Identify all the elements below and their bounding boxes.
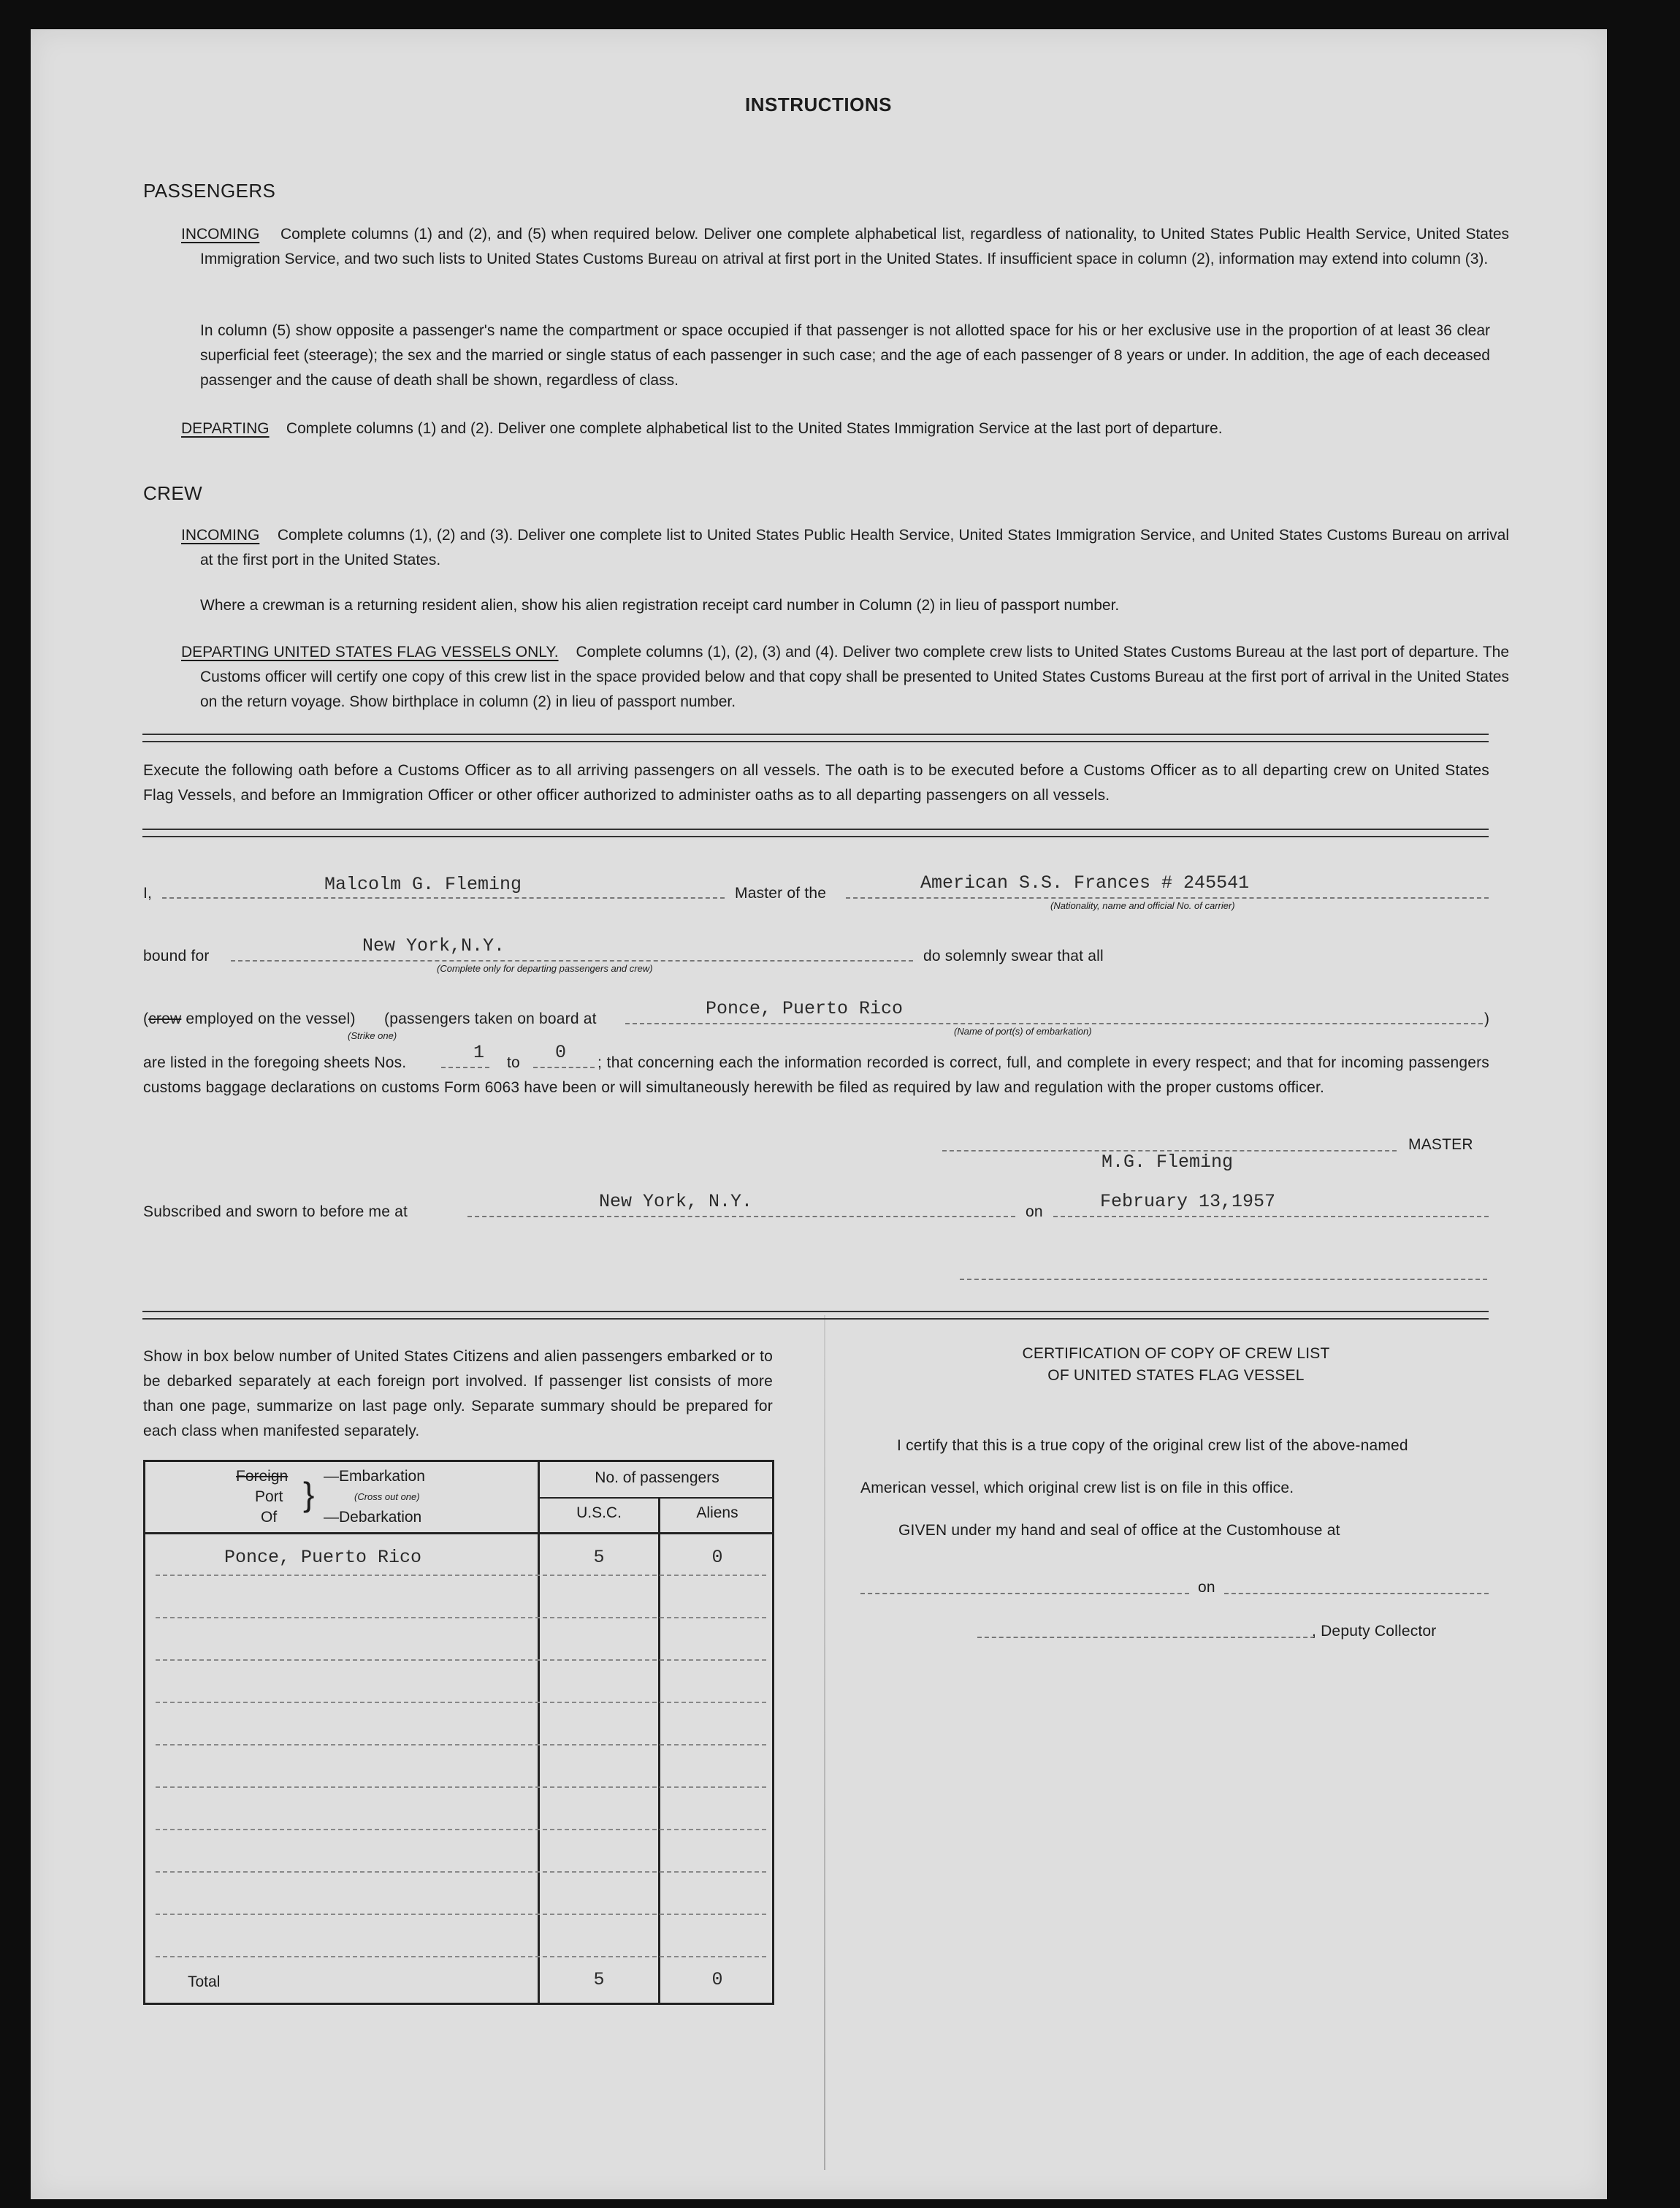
vessel-line: [846, 897, 1489, 899]
header-embarkation: —Embarkation: [324, 1468, 425, 1485]
passengers-taken-label: (passengers taken on board at: [384, 1010, 597, 1027]
subscribed-label: Subscribed and sworn to before me at: [143, 1203, 408, 1220]
crew-option-text: employed on the vessel: [186, 1010, 351, 1027]
divider-rule: [142, 829, 1489, 837]
embark-port-value: Ponce, Puerto Rico: [706, 998, 904, 1019]
instructions-title: INSTRUCTIONS: [745, 94, 892, 115]
master-name-line: [162, 897, 725, 899]
sworn-date-line: [1053, 1216, 1489, 1217]
crew-passenger-choice: (crew employed on the vessel): [143, 1010, 356, 1027]
sworn-place-value: New York, N.Y.: [599, 1191, 753, 1212]
row-line: [156, 1617, 766, 1618]
bound-for-value: New York,N.Y.: [362, 935, 505, 956]
passengers-departing-label: DEPARTING: [181, 420, 270, 437]
master-name-value: Malcolm G. Fleming: [324, 874, 522, 895]
passengers-column5-text: In column (5) show opposite a passenger's name the compartment or space occupied if that passenger is not allotted space for his or her exclusive use in the proportion of at least 36 clear superficial feet (steerage); the sex and the married or single status of each passenger in such case; and the age of each passenger of 8 years or under. In addition, the age of each deceased passenger and the cause of death shall be shown, regardless of class.: [200, 322, 1490, 389]
column-divider: [538, 1462, 540, 2003]
header-divider: [538, 1497, 774, 1499]
passengers-heading: PASSENGERS: [143, 180, 276, 202]
crew-incoming-text: Complete columns (1), (2) and (3). Deliver one complete list to United States Public Health Service, United States Immigration Service, and United States Customs Bureau on arrival at the first port in the United States.: [200, 527, 1509, 568]
header-of: Of: [261, 1509, 278, 1526]
bound-for-caption: (Complete only for departing passengers and crew): [437, 963, 653, 974]
passengers-incoming-label: INCOMING: [181, 226, 260, 243]
crew-heading: CREW: [143, 482, 203, 504]
sheet-to-value: 0: [555, 1042, 567, 1063]
embark-port-line: [625, 1023, 1483, 1024]
header-no-passengers: No. of passengers: [595, 1469, 719, 1486]
row-aliens: 0: [711, 1547, 723, 1568]
passengers-departing: [181, 416, 1490, 441]
vessel-value: American S.S. Frances # 245541: [920, 872, 1250, 894]
column-divider: [658, 1497, 660, 2003]
header-foreign: [236, 1468, 288, 1485]
header-debarkation: —Debarkation: [324, 1509, 422, 1526]
row-port: Ponce, Puerto Rico: [224, 1547, 422, 1568]
row-line: [156, 1914, 766, 1915]
strike-caption: (Strike one): [348, 1030, 397, 1041]
certification-title-line2: OF UNITED STATES FLAG VESSEL: [1047, 1367, 1305, 1384]
row-line: [156, 1744, 766, 1746]
to-label: to: [507, 1054, 520, 1071]
customhouse-line: [860, 1593, 1189, 1594]
passenger-summary-table: [143, 1460, 774, 2005]
total-aliens: 0: [711, 1969, 723, 1990]
sworn-on-label: on: [1026, 1203, 1043, 1220]
row-line: [156, 1659, 766, 1661]
row-line: [156, 1575, 766, 1576]
certification-line1: I certify that this is a true copy of the original crew list of the above-named: [897, 1437, 1408, 1454]
crew-departing: [181, 640, 1509, 715]
deputy-signature-line: [977, 1637, 1315, 1638]
sworn-place-line: [467, 1216, 1015, 1217]
row-line: [156, 1786, 766, 1788]
crew-option-struck: crew: [148, 1010, 182, 1027]
paper-fold: [824, 1315, 825, 2170]
header-usc: U.S.C.: [576, 1504, 622, 1521]
certification-title-line1: CERTIFICATION OF COPY OF CREW LIST: [1022, 1345, 1330, 1362]
vessel-caption: (Nationality, name and official No. of carrier): [1050, 900, 1235, 911]
master-of-label: Master of the: [735, 885, 827, 902]
divider-rule: [142, 1311, 1489, 1320]
sworn-date-value: February 13,1957: [1100, 1191, 1276, 1212]
certification-line3: GIVEN under my hand and seal of office at the Customhouse at: [898, 1522, 1340, 1539]
crew-departing-text: Complete columns (1), (2), (3) and (4). Deliver two complete crew lists to United States Customs Bureau at the last port of departure. The Customs officer will certify one copy of this crew list in the space provided below and that copy shall be presented to United States Customs Bureau at the first port of arrival in the United States on the return voyage. Show birthplace in column (2) in lieu of passport number.: [200, 644, 1510, 710]
crew-incoming-label: INCOMING: [181, 527, 260, 544]
brace-mark: }: [303, 1475, 315, 1513]
passengers-departing-text: Complete columns (1) and (2). Deliver one complete alphabetical list to the United States Immigration Service at the last port of departure.: [286, 420, 1223, 437]
embark-caption: (Name of port(s) of embarkation): [954, 1026, 1092, 1037]
row-line: [156, 1702, 766, 1703]
bound-for-label: bound for: [143, 948, 210, 964]
certification-line2: American vessel, which original crew list is on file in this office.: [860, 1480, 1294, 1496]
oath-intro: Execute the following oath before a Customs Officer as to all arriving passengers on all vessels. The oath is to be executed before a Customs Officer as to all departing crew on United States Flag Vessels, and before an Immigration Officer or other officer authorized to administer oaths as to all departing passengers on all vessels.: [143, 762, 1489, 804]
close-paren: ): [1484, 1010, 1490, 1027]
officer-signature-line: [960, 1279, 1487, 1280]
passengers-incoming-text: Complete columns (1) and (2), and (5) when required below. Deliver one complete alphabetical list, regardless of nationality, to United States Public Health Service, United States Immigration Service, and two such lists to United States Customs Bureau on atrival at first port in the United States. If insufficient space in column (2), information may extend into column (3).: [200, 226, 1509, 267]
total-label: Total: [188, 1973, 221, 1990]
header-port: Port: [255, 1488, 283, 1505]
swear-label: do solemnly swear that all: [923, 948, 1104, 964]
master-label: MASTER: [1408, 1136, 1473, 1153]
oath-i-label: I,: [143, 885, 153, 902]
crew-resident-text: Where a crewman is a returning resident alien, show his alien registration receipt card number in Column (2) in lieu of passport number.: [200, 597, 1120, 614]
header-cross-out: (Cross out one): [354, 1491, 420, 1502]
header-aliens: Aliens: [696, 1504, 738, 1521]
summary-instructions: Show in box below number of United States Citizens and alien passengers embarked or to be debarked separately at each foreign port involved. If passenger list consists of more than one page, summarize on last page only. Separate summary should be prepared for each class when manifested separately.: [143, 1348, 773, 1439]
passengers-incoming: [181, 222, 1509, 272]
row-usc: 5: [593, 1547, 605, 1568]
row-line: [156, 1871, 766, 1873]
header-bottom-rule: [145, 1532, 774, 1534]
deputy-collector-label: , Deputy Collector: [1312, 1623, 1437, 1640]
certify-text: ; that concerning each the information recorded is correct, full, and complete in every respect; and that for incoming passengers customs baggage declarations on customs Form 6063 have been or will simultaneously herewith be filed as required by law and regulation with the proper customs officer.: [143, 1054, 1489, 1096]
listed-label: are listed in the foregoing sheets Nos.: [143, 1054, 407, 1071]
sheet-from-value: 1: [473, 1042, 485, 1063]
certification-on-label: on: [1198, 1579, 1215, 1596]
crew-incoming: [181, 523, 1509, 573]
row-line: [156, 1956, 766, 1957]
header-foreign-label: Foreign: [236, 1468, 289, 1485]
bound-for-line: [231, 960, 913, 962]
total-usc: 5: [593, 1969, 605, 1990]
certification-date-line: [1224, 1593, 1489, 1594]
row-line: [156, 1829, 766, 1830]
crew-departing-label: DEPARTING UNITED STATES FLAG VESSELS ONLY.: [181, 644, 559, 661]
divider-rule: [142, 734, 1489, 742]
master-signature-value: M.G. Fleming: [1101, 1151, 1234, 1173]
